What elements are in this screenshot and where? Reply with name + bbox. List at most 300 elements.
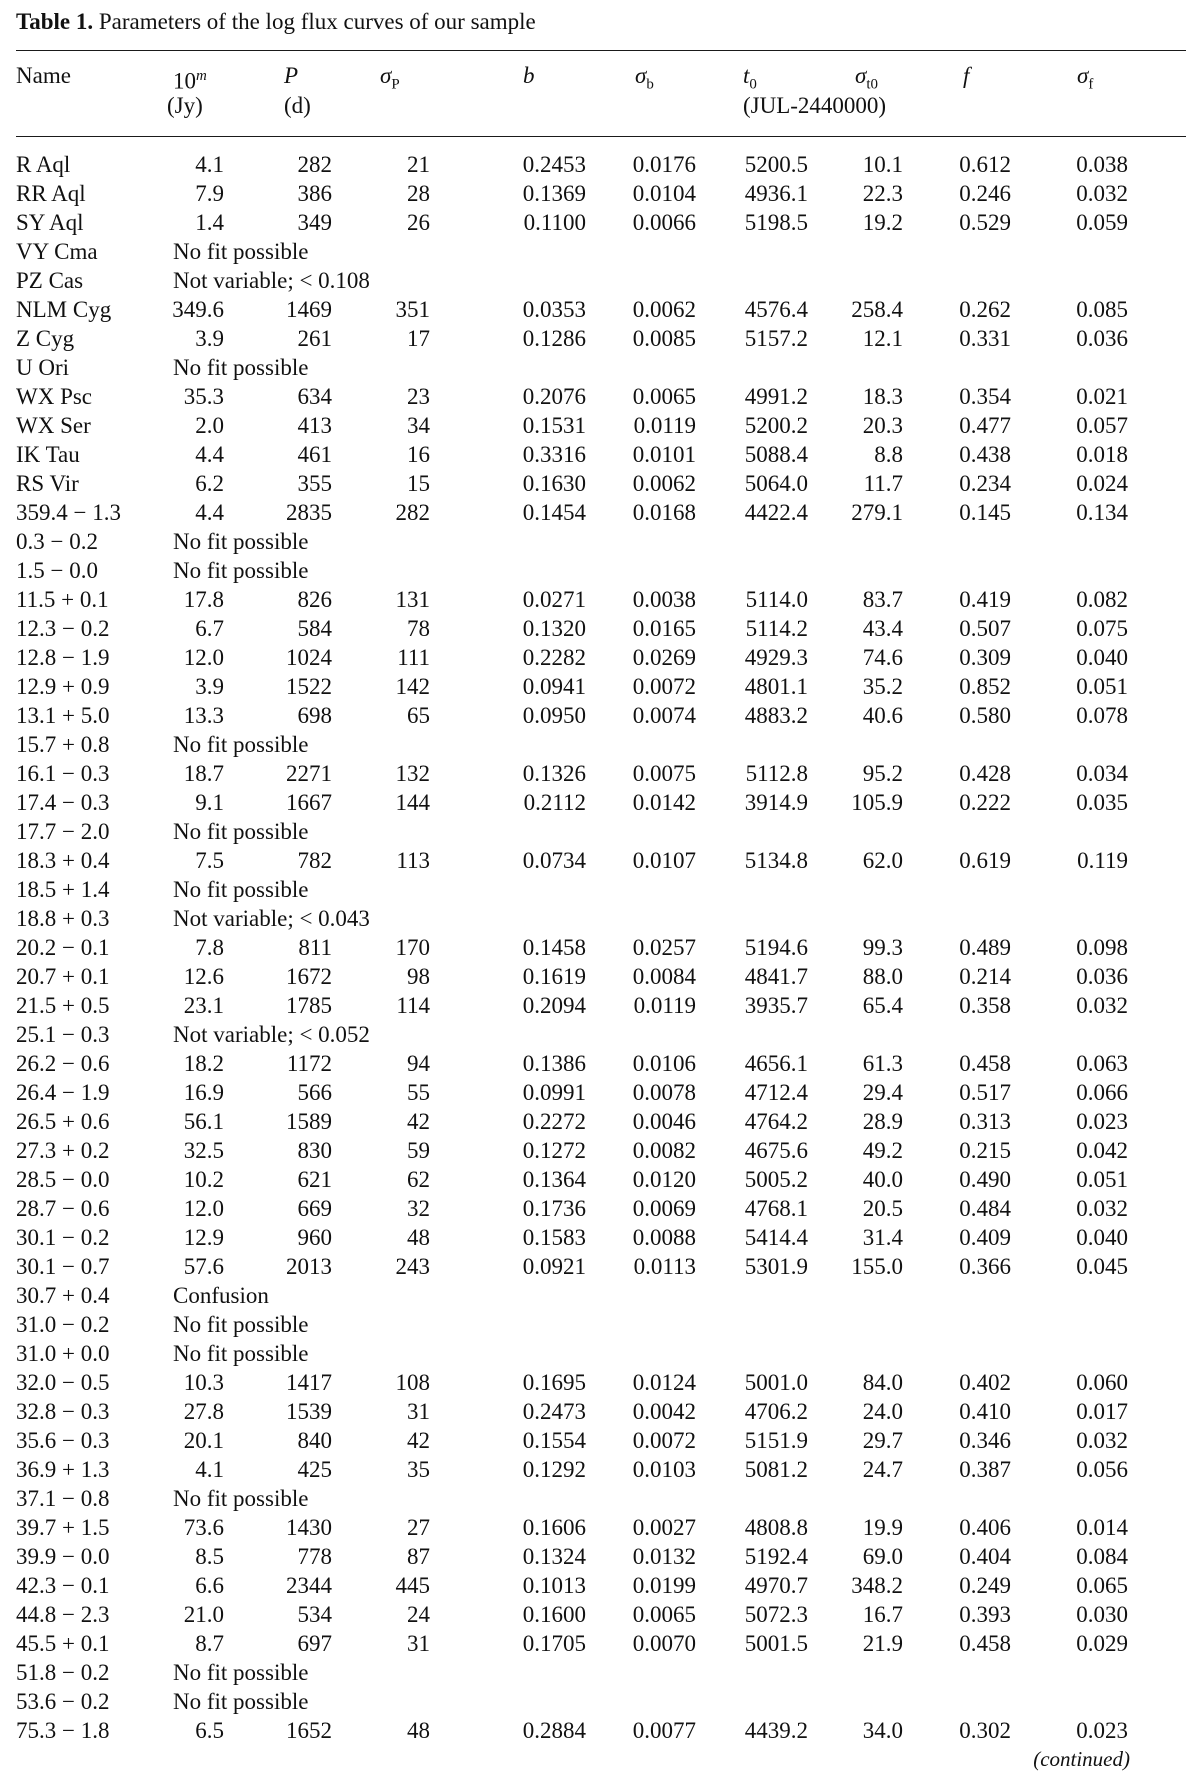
source-name-cell: PZ Cas [16,268,84,293]
sigma-t0-cell: 95.2 [862,761,903,786]
b-cell: 0.2453 [522,152,586,177]
header-sigma-t0-symbol: σ [855,63,867,88]
t0-cell: 5112.8 [745,761,808,786]
table-caption-text: Parameters of the log flux curves of our sample [98,9,536,34]
sigma-b-cell: 0.0088 [632,1225,696,1250]
b-cell: 0.1364 [522,1167,586,1192]
row-note: Not variable; < 0.052 [173,1022,370,1047]
flux-cell: 10.2 [183,1167,224,1192]
sigma-t0-cell: 62.0 [862,848,903,873]
sigma-b-cell: 0.0168 [632,500,696,525]
f-cell: 0.387 [959,1457,1011,1482]
source-name-cell: VY Cma [16,239,98,264]
t0-cell: 4712.4 [744,1080,808,1105]
sigma-p-cell: 243 [395,1254,430,1279]
sigma-f-cell: 0.036 [1076,964,1128,989]
t0-cell: 4936.1 [744,181,808,206]
b-cell: 0.1736 [522,1196,586,1221]
f-cell: 0.490 [959,1167,1011,1192]
period-cell: 386 [297,181,332,206]
source-name-cell: 44.8 − 2.3 [16,1602,110,1627]
continued-note: (continued) [1033,1747,1130,1771]
flux-cell: 57.6 [183,1254,224,1279]
source-name-cell: 1.5 − 0.0 [16,558,98,583]
sigma-f-cell: 0.060 [1076,1370,1128,1395]
sigma-f-cell: 0.057 [1076,413,1128,438]
b-cell: 0.1630 [522,471,586,496]
t0-cell: 5157.2 [744,326,808,351]
period-cell: 413 [297,413,332,438]
sigma-b-cell: 0.0176 [632,152,696,177]
b-cell: 0.2094 [522,993,586,1018]
table-row [0,150,1200,179]
t0-cell: 4883.2 [744,703,808,728]
flux-cell: 2.0 [195,413,224,438]
sigma-p-cell: 132 [395,761,430,786]
header-sigma-t0 [855,62,878,99]
period-cell: 826 [297,587,332,612]
sigma-f-cell: 0.032 [1076,181,1128,206]
source-name-cell: 75.3 − 1.8 [16,1718,110,1743]
sigma-b-cell: 0.0038 [632,587,696,612]
sigma-f-cell: 0.036 [1076,326,1128,351]
sigma-p-cell: 23 [407,384,430,409]
row-note: No fit possible [173,1312,309,1337]
table-row [0,1629,1200,1658]
table-row [0,382,1200,411]
f-cell: 0.612 [959,152,1011,177]
header-sigma-f [1077,62,1093,99]
sigma-b-cell: 0.0077 [632,1718,696,1743]
sigma-p-cell: 114 [396,993,430,1018]
period-cell: 697 [297,1631,332,1656]
sigma-p-cell: 32 [407,1196,430,1221]
sigma-p-cell: 78 [407,616,430,641]
sigma-t0-cell: 18.3 [862,384,903,409]
sigma-b-cell: 0.0027 [632,1515,696,1540]
sigma-t0-cell: 35.2 [862,674,903,699]
header-mag [173,62,207,96]
sigma-f-cell: 0.045 [1076,1254,1128,1279]
sigma-t0-cell: 12.1 [862,326,903,351]
f-cell: 0.619 [959,848,1011,873]
sigma-b-cell: 0.0062 [632,297,696,322]
table-row [0,1194,1200,1223]
table-row [0,1310,1200,1339]
t0-cell: 5198.5 [744,210,808,235]
sigma-t0-cell: 65.4 [862,993,903,1018]
sigma-t0-cell: 258.4 [851,297,903,322]
sigma-t0-cell: 10.1 [862,152,903,177]
sigma-b-cell: 0.0107 [632,848,696,873]
t0-cell: 4808.8 [744,1515,808,1540]
table-row [0,295,1200,324]
sigma-b-cell: 0.0046 [632,1109,696,1134]
sigma-t0-cell: 88.0 [862,964,903,989]
sigma-b-cell: 0.0257 [632,935,696,960]
row-note: No fit possible [173,1341,309,1366]
t0-cell: 4675.6 [744,1138,808,1163]
sigma-b-cell: 0.0142 [632,790,696,815]
t0-cell: 4576.4 [744,297,808,322]
f-cell: 0.428 [959,761,1011,786]
t0-cell: 5301.9 [744,1254,808,1279]
period-cell: 840 [297,1428,332,1453]
t0-cell: 4706.2 [744,1399,808,1424]
source-name-cell: RS Vir [16,471,79,496]
t0-cell: 5194.6 [744,935,808,960]
source-name-cell: 37.1 − 0.8 [16,1486,110,1511]
b-cell: 0.1100 [523,210,586,235]
t0-cell: 5001.0 [744,1370,808,1395]
period-cell: 1785 [286,993,332,1018]
source-name-cell: 21.5 + 0.5 [16,993,110,1018]
sigma-b-cell: 0.0069 [632,1196,696,1221]
table-row [0,1716,1200,1745]
b-cell: 0.1292 [522,1457,586,1482]
source-name-cell: 27.3 + 0.2 [16,1138,110,1163]
period-cell: 634 [297,384,332,409]
sigma-b-cell: 0.0199 [632,1573,696,1598]
sigma-f-cell: 0.056 [1076,1457,1128,1482]
sigma-t0-cell: 29.7 [862,1428,903,1453]
flux-cell: 6.6 [195,1573,224,1598]
source-name-cell: 0.3 − 0.2 [16,529,98,554]
f-cell: 0.234 [959,471,1011,496]
table-row [0,933,1200,962]
f-cell: 0.309 [959,645,1011,670]
sigma-p-cell: 282 [395,500,430,525]
sigma-t0-cell: 40.6 [862,703,903,728]
b-cell: 0.0921 [522,1254,586,1279]
header-t0-unit: (JUL-2440000) [743,93,887,118]
period-cell: 261 [297,326,332,351]
source-name-cell: 18.3 + 0.4 [16,848,110,873]
flux-cell: 349.6 [172,297,224,322]
table-caption-label: Table 1. [16,9,94,34]
sigma-p-cell: 94 [407,1051,430,1076]
sigma-t0-cell: 279.1 [851,500,903,525]
period-cell: 1667 [286,790,332,815]
table-row [0,904,1200,933]
sigma-t0-cell: 348.2 [851,1573,903,1598]
sigma-f-cell: 0.030 [1076,1602,1128,1627]
b-cell: 0.1286 [522,326,586,351]
sigma-f-cell: 0.059 [1076,210,1128,235]
table-row [0,875,1200,904]
sigma-f-cell: 0.098 [1076,935,1128,960]
sigma-b-cell: 0.0078 [632,1080,696,1105]
flux-cell: 8.5 [195,1544,224,1569]
source-name-cell: 26.5 + 0.6 [16,1109,110,1134]
header-period-unit: (d) [284,93,311,118]
sigma-t0-cell: 84.0 [862,1370,903,1395]
table-row [0,1484,1200,1513]
sigma-f-cell: 0.034 [1076,761,1128,786]
b-cell: 0.2272 [522,1109,586,1134]
header-sigma-f-symbol: σ [1077,63,1089,88]
sigma-p-cell: 98 [407,964,430,989]
sigma-f-cell: 0.017 [1076,1399,1128,1424]
sigma-f-cell: 0.082 [1076,587,1128,612]
sigma-f-cell: 0.018 [1076,442,1128,467]
table-row [0,1281,1200,1310]
sigma-t0-cell: 16.7 [862,1602,903,1627]
period-cell: 1172 [286,1051,332,1076]
sigma-p-cell: 55 [407,1080,430,1105]
sigma-b-cell: 0.0085 [632,326,696,351]
sigma-t0-cell: 20.5 [862,1196,903,1221]
period-cell: 1539 [286,1399,332,1424]
table-row [0,759,1200,788]
f-cell: 0.419 [959,587,1011,612]
flux-cell: 27.8 [183,1399,224,1424]
t0-cell: 4970.7 [744,1573,808,1598]
table-row [0,556,1200,585]
sigma-f-cell: 0.040 [1076,1225,1128,1250]
t0-cell: 5134.8 [744,848,808,873]
t0-cell: 5088.4 [744,442,808,467]
sigma-p-cell: 48 [407,1225,430,1250]
sigma-b-cell: 0.0062 [632,471,696,496]
sigma-f-cell: 0.035 [1076,790,1128,815]
period-cell: 1672 [286,964,332,989]
source-name-cell: 39.9 − 0.0 [16,1544,110,1569]
flux-cell: 12.0 [183,645,224,670]
source-name-cell: 18.8 + 0.3 [16,906,110,931]
header-sigma-b-symbol: σ [635,63,647,88]
row-note: No fit possible [173,819,309,844]
table-caption [16,8,536,36]
table-row [0,991,1200,1020]
row-note: No fit possible [173,355,309,380]
sigma-p-cell: 131 [395,587,430,612]
table-row [0,585,1200,614]
sigma-f-cell: 0.051 [1076,1167,1128,1192]
t0-cell: 4439.2 [744,1718,808,1743]
table-row [0,353,1200,382]
source-name-cell: 39.7 + 1.5 [16,1515,110,1540]
period-cell: 282 [297,152,332,177]
source-name-cell: IK Tau [16,442,80,467]
table-row [0,614,1200,643]
f-cell: 0.852 [959,674,1011,699]
table-row [0,440,1200,469]
f-cell: 0.346 [959,1428,1011,1453]
period-cell: 2013 [286,1254,332,1279]
sigma-b-cell: 0.0120 [632,1167,696,1192]
b-cell: 0.1619 [522,964,586,989]
source-name-cell: Z Cyg [16,326,75,351]
header-sigma-t0-sub: t0 [866,76,878,93]
period-cell: 1652 [286,1718,332,1743]
flux-cell: 3.9 [195,674,224,699]
f-cell: 0.402 [959,1370,1011,1395]
t0-cell: 5414.4 [744,1225,808,1250]
period-cell: 1589 [286,1109,332,1134]
t0-cell: 5151.9 [744,1428,808,1453]
flux-cell: 16.9 [183,1080,224,1105]
header-t0-symbol: t [743,63,750,88]
source-name-cell: WX Ser [16,413,91,438]
sigma-p-cell: 15 [407,471,430,496]
sigma-p-cell: 65 [407,703,430,728]
b-cell: 0.1600 [522,1602,586,1627]
source-name-cell: 51.8 − 0.2 [16,1660,110,1685]
t0-cell: 4841.7 [744,964,808,989]
table-row [0,179,1200,208]
sigma-f-cell: 0.075 [1076,616,1128,641]
flux-cell: 13.3 [183,703,224,728]
sigma-b-cell: 0.0072 [632,1428,696,1453]
f-cell: 0.438 [959,442,1011,467]
f-cell: 0.404 [959,1544,1011,1569]
t0-cell: 4422.4 [744,500,808,525]
header-sigma-b [635,62,654,99]
sigma-b-cell: 0.0104 [632,181,696,206]
b-cell: 0.1326 [522,761,586,786]
f-cell: 0.313 [959,1109,1011,1134]
sigma-p-cell: 445 [395,1573,430,1598]
sigma-p-cell: 24 [407,1602,430,1627]
flux-cell: 8.7 [195,1631,224,1656]
t0-cell: 5200.5 [744,152,808,177]
f-cell: 0.358 [959,993,1011,1018]
f-cell: 0.406 [959,1515,1011,1540]
header-sigma-p [380,62,400,99]
sigma-t0-cell: 19.9 [862,1515,903,1540]
table-row [0,1455,1200,1484]
header-t0-sub: 0 [749,76,757,93]
sigma-f-cell: 0.024 [1076,471,1128,496]
flux-cell: 73.6 [183,1515,224,1540]
source-name-cell: R Aql [16,152,71,177]
sigma-p-cell: 351 [395,297,430,322]
t0-cell: 5192.4 [744,1544,808,1569]
sigma-b-cell: 0.0065 [632,384,696,409]
sigma-f-cell: 0.014 [1076,1515,1128,1540]
b-cell: 0.0950 [522,703,586,728]
flux-cell: 20.1 [183,1428,224,1453]
period-cell: 1024 [286,645,332,670]
table-row [0,1107,1200,1136]
source-name-cell: 15.7 + 0.8 [16,732,110,757]
b-cell: 0.1458 [522,935,586,960]
source-name-cell: 28.7 − 0.6 [16,1196,110,1221]
f-cell: 0.366 [959,1254,1011,1279]
sigma-p-cell: 42 [407,1428,430,1453]
sigma-p-cell: 170 [395,935,430,960]
sigma-t0-cell: 155.0 [851,1254,903,1279]
flux-cell: 7.5 [195,848,224,873]
sigma-f-cell: 0.119 [1077,848,1128,873]
flux-cell: 9.1 [195,790,224,815]
f-cell: 0.262 [959,297,1011,322]
source-name-cell: U Ori [16,355,70,380]
b-cell: 0.1369 [522,181,586,206]
table-row [0,701,1200,730]
sigma-b-cell: 0.0074 [632,703,696,728]
flux-cell: 4.4 [195,500,224,525]
sigma-t0-cell: 21.9 [862,1631,903,1656]
sigma-b-cell: 0.0070 [632,1631,696,1656]
flux-cell: 6.5 [195,1718,224,1743]
row-note: No fit possible [173,1486,309,1511]
t0-cell: 5114.0 [745,587,808,612]
header-f: f [963,63,970,88]
table-row [0,266,1200,295]
t0-cell: 5081.2 [744,1457,808,1482]
sigma-t0-cell: 61.3 [862,1051,903,1076]
sigma-f-cell: 0.023 [1076,1109,1128,1134]
sigma-t0-cell: 24.7 [862,1457,903,1482]
sigma-p-cell: 17 [407,326,430,351]
period-cell: 782 [297,848,332,873]
table-row [0,469,1200,498]
period-cell: 2344 [286,1573,332,1598]
t0-cell: 5200.2 [744,413,808,438]
source-name-cell: 30.1 − 0.2 [16,1225,110,1250]
table-row [0,1658,1200,1687]
sigma-f-cell: 0.040 [1076,645,1128,670]
header-b: b [523,63,535,88]
sigma-p-cell: 31 [407,1631,430,1656]
b-cell: 0.2076 [522,384,586,409]
flux-cell: 21.0 [183,1602,224,1627]
period-cell: 778 [297,1544,332,1569]
source-name-cell: SY Aql [16,210,84,235]
b-cell: 0.1531 [522,413,586,438]
sigma-f-cell: 0.042 [1076,1138,1128,1163]
flux-cell: 17.8 [183,587,224,612]
sigma-p-cell: 108 [395,1370,430,1395]
period-cell: 669 [297,1196,332,1221]
sigma-b-cell: 0.0075 [632,761,696,786]
sigma-f-cell: 0.021 [1076,384,1128,409]
period-cell: 1417 [286,1370,332,1395]
sigma-t0-cell: 24.0 [862,1399,903,1424]
sigma-b-cell: 0.0165 [632,616,696,641]
row-note: No fit possible [173,1689,309,1714]
t0-cell: 3914.9 [744,790,808,815]
b-cell: 0.2884 [522,1718,586,1743]
f-cell: 0.215 [959,1138,1011,1163]
flux-cell: 35.3 [183,384,224,409]
flux-cell: 12.0 [183,1196,224,1221]
header-sigma-p-symbol: σ [380,63,392,88]
flux-cell: 7.9 [195,181,224,206]
b-cell: 0.1554 [522,1428,586,1453]
b-cell: 0.1695 [522,1370,586,1395]
t0-cell: 4991.2 [744,384,808,409]
row-note: Confusion [173,1283,269,1308]
t0-cell: 4929.3 [744,645,808,670]
source-name-cell: 36.9 + 1.3 [16,1457,110,1482]
sigma-p-cell: 16 [407,442,430,467]
sigma-b-cell: 0.0132 [632,1544,696,1569]
sigma-p-cell: 34 [407,413,430,438]
source-name-cell: 13.1 + 5.0 [16,703,110,728]
flux-cell: 18.7 [183,761,224,786]
table-row [0,1165,1200,1194]
sigma-p-cell: 28 [407,181,430,206]
sigma-p-cell: 62 [407,1167,430,1192]
sigma-t0-cell: 74.6 [862,645,903,670]
f-cell: 0.214 [959,964,1011,989]
sigma-f-cell: 0.078 [1076,703,1128,728]
sigma-f-cell: 0.085 [1076,297,1128,322]
source-name-cell: 26.4 − 1.9 [16,1080,110,1105]
